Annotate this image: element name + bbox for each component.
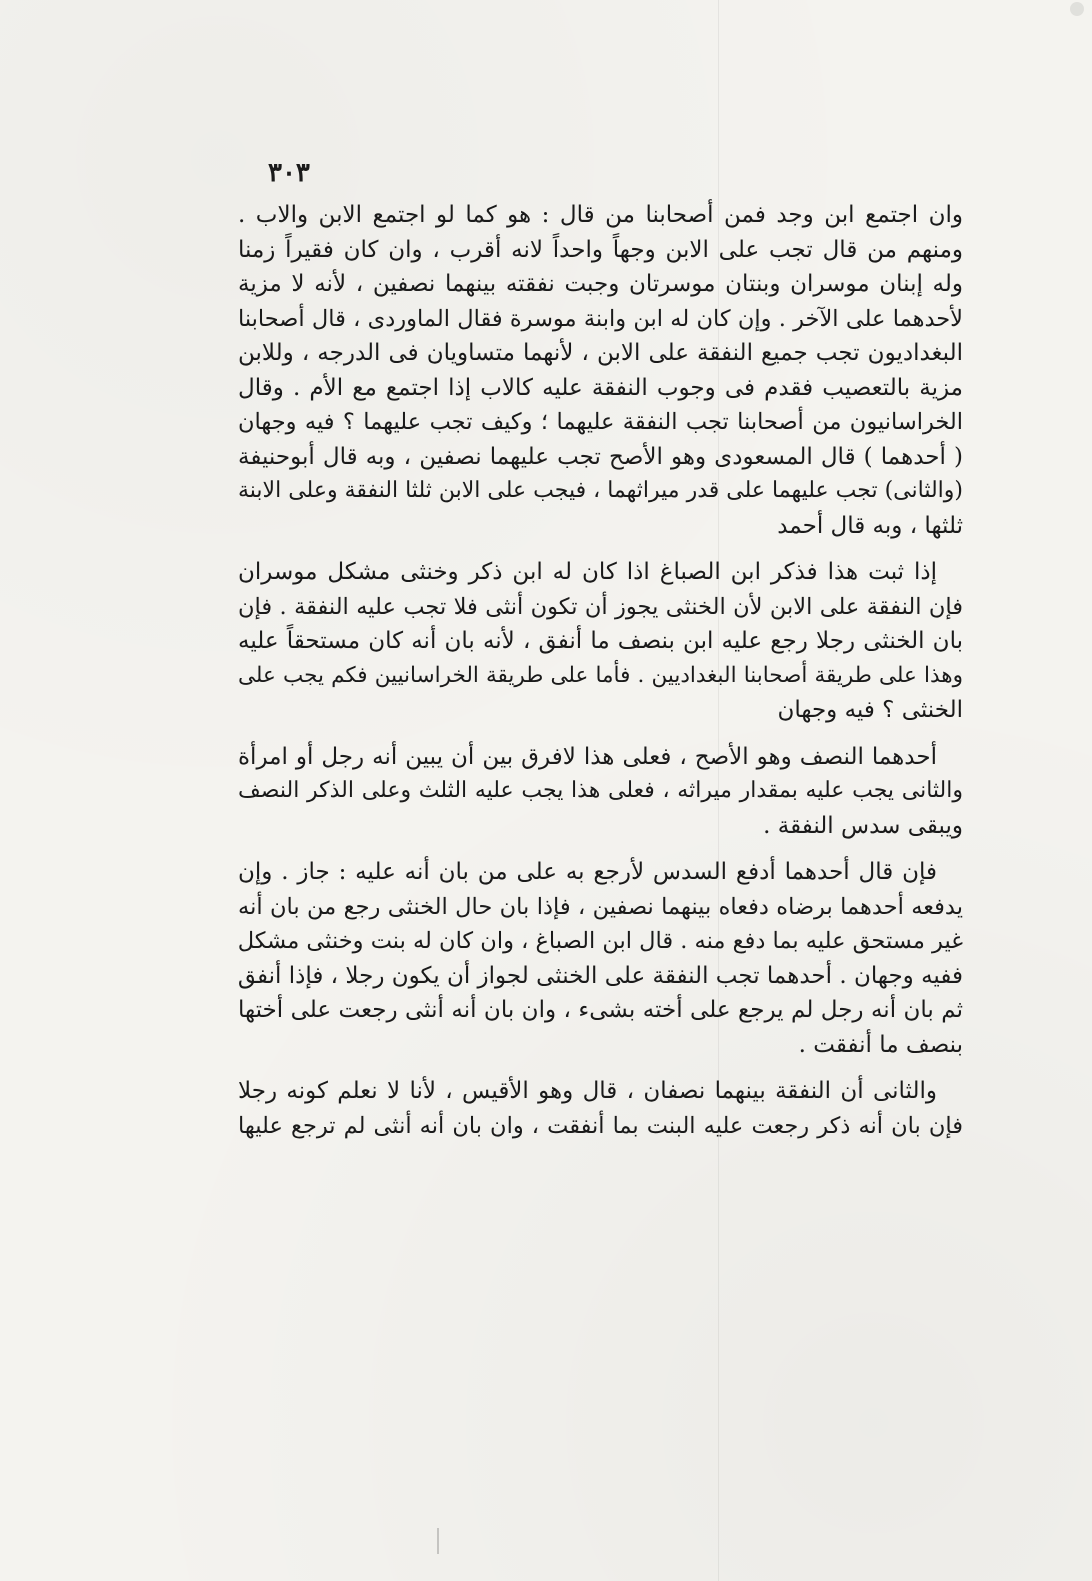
- text-line: بان الخنثى رجلا رجع عليه ابن بنصف ما أنفق ، لأنه بان أنه كان مستحقاً عليه: [238, 628, 963, 654]
- text-line: إذا ثبت هذا فذكر ابن الصباغ اذا كان له ابن ذكر وخنثى مشكل موسران: [238, 559, 937, 585]
- text-line: والثانى أن النفقة بينهما نصفان ، قال وهو الأقيس ، لأنا لا نعلم كونه رجلا: [238, 1078, 937, 1104]
- text-line: ثلثها ، وبه قال أحمد: [777, 512, 963, 539]
- scan-mark: [437, 1528, 439, 1554]
- text-line: فإن قال أحدهما أدفع السدس لأرجع به على من بان أنه عليه : جاز . وإن: [238, 859, 937, 885]
- text-line: يدفعه أحدهما برضاه دفعاه بينهما نصفين ، فإذا بان حال الخنثى رجع من بان أنه: [238, 893, 963, 920]
- text-line: ومنهم من قال تجب على الابن وجهاً واحداً لانه أقرب ، وان كان فقيراً زمنا: [238, 236, 963, 263]
- text-line: ( أحدهما ) قال المسعودى وهو الأصح تجب عليهما نصفين ، وبه قال أبوحنيفة: [238, 443, 963, 470]
- text-line: ثم بان أنه رجل لم يرجع على أخته بشىء ، وان بان أنه أنثى رجعت على أختها: [238, 997, 963, 1023]
- text-line: وله إبنان موسران وبنتان موسرتان وجبت نفقته بينهما نصفين ، لأنه لا مزية: [238, 271, 963, 297]
- text-line: (والثانى) تجب عليهما على قدر ميراثهما ، فيجب على الابن ثلثا النفقة وعلى الابنة: [238, 478, 963, 503]
- text-line: وهذا على طريقة أصحابنا البغداديين . فأما على طريقة الخراسانيين فكم يجب على: [238, 662, 963, 688]
- text-line: بنصف ما أنفقت .: [798, 1031, 963, 1058]
- paragraph-5: [238, 1074, 963, 1143]
- body-text: [238, 198, 963, 1155]
- text-line: الخنثى ؟ فيه وجهان: [777, 697, 963, 723]
- scan-speck: [1070, 2, 1084, 16]
- paragraph-2: [238, 555, 963, 728]
- text-line: ويبقى سدس النفقة .: [763, 812, 963, 839]
- text-line: فإن بان أنه ذكر رجعت عليه البنت بما أنفقت ، وان بان أنه أنثى لم ترجع عليها: [238, 1112, 963, 1139]
- text-line: فإن النفقة على الابن لأن الخنثى يجوز أن تكون أنثى فلا تجب عليه النفقة . فإن: [238, 593, 963, 620]
- text-line: مزية بالتعصيب فقدم فى وجوب النفقة عليه كالاب إذا اجتمع مع الأم . وقال: [238, 374, 963, 401]
- text-line: الخراسانيون من أصحابنا تجب النفقة عليهما ؛ وكيف تجب عليهما ؟ فيه وجهان: [238, 409, 963, 435]
- text-line: لأحدهما على الآخر . وإن كان له ابن وابنة موسرة فقال الماوردى ، قال أصحابنا: [238, 305, 963, 332]
- paragraph-4: [238, 855, 963, 1062]
- page-number: ٣٠٣: [268, 158, 310, 188]
- text-line: ففيه وجهان . أحدهما تجب النفقة على الخنثى لجواز أن يكون رجلا ، فإذا أنفق: [237, 962, 963, 989]
- text-line: وان اجتمع ابن وجد فمن أصحابنا من قال : هو كما لو اجتمع الابن والاب .: [238, 202, 963, 228]
- text-line: البغداديون تجب جميع النفقة على الابن ، لأنهما متساويان فى الدرجه ، وللابن: [238, 340, 963, 366]
- text-line: غير مستحق عليه بما دفع منه . قال ابن الصباغ ، وان كان له بنت وخنثى مشكل: [237, 928, 963, 954]
- paragraph-1: [238, 198, 963, 543]
- text-line: أحدهما النصف وهو الأصح ، فعلى هذا لافرق بين أن يبين أنه رجل أو امرأة: [238, 743, 937, 770]
- text-line: والثانى يجب عليه بمقدار ميراثه ، فعلى هذا يجب عليه الثلث وعلى الذكر النصف: [238, 778, 963, 803]
- paragraph-3: [238, 740, 963, 844]
